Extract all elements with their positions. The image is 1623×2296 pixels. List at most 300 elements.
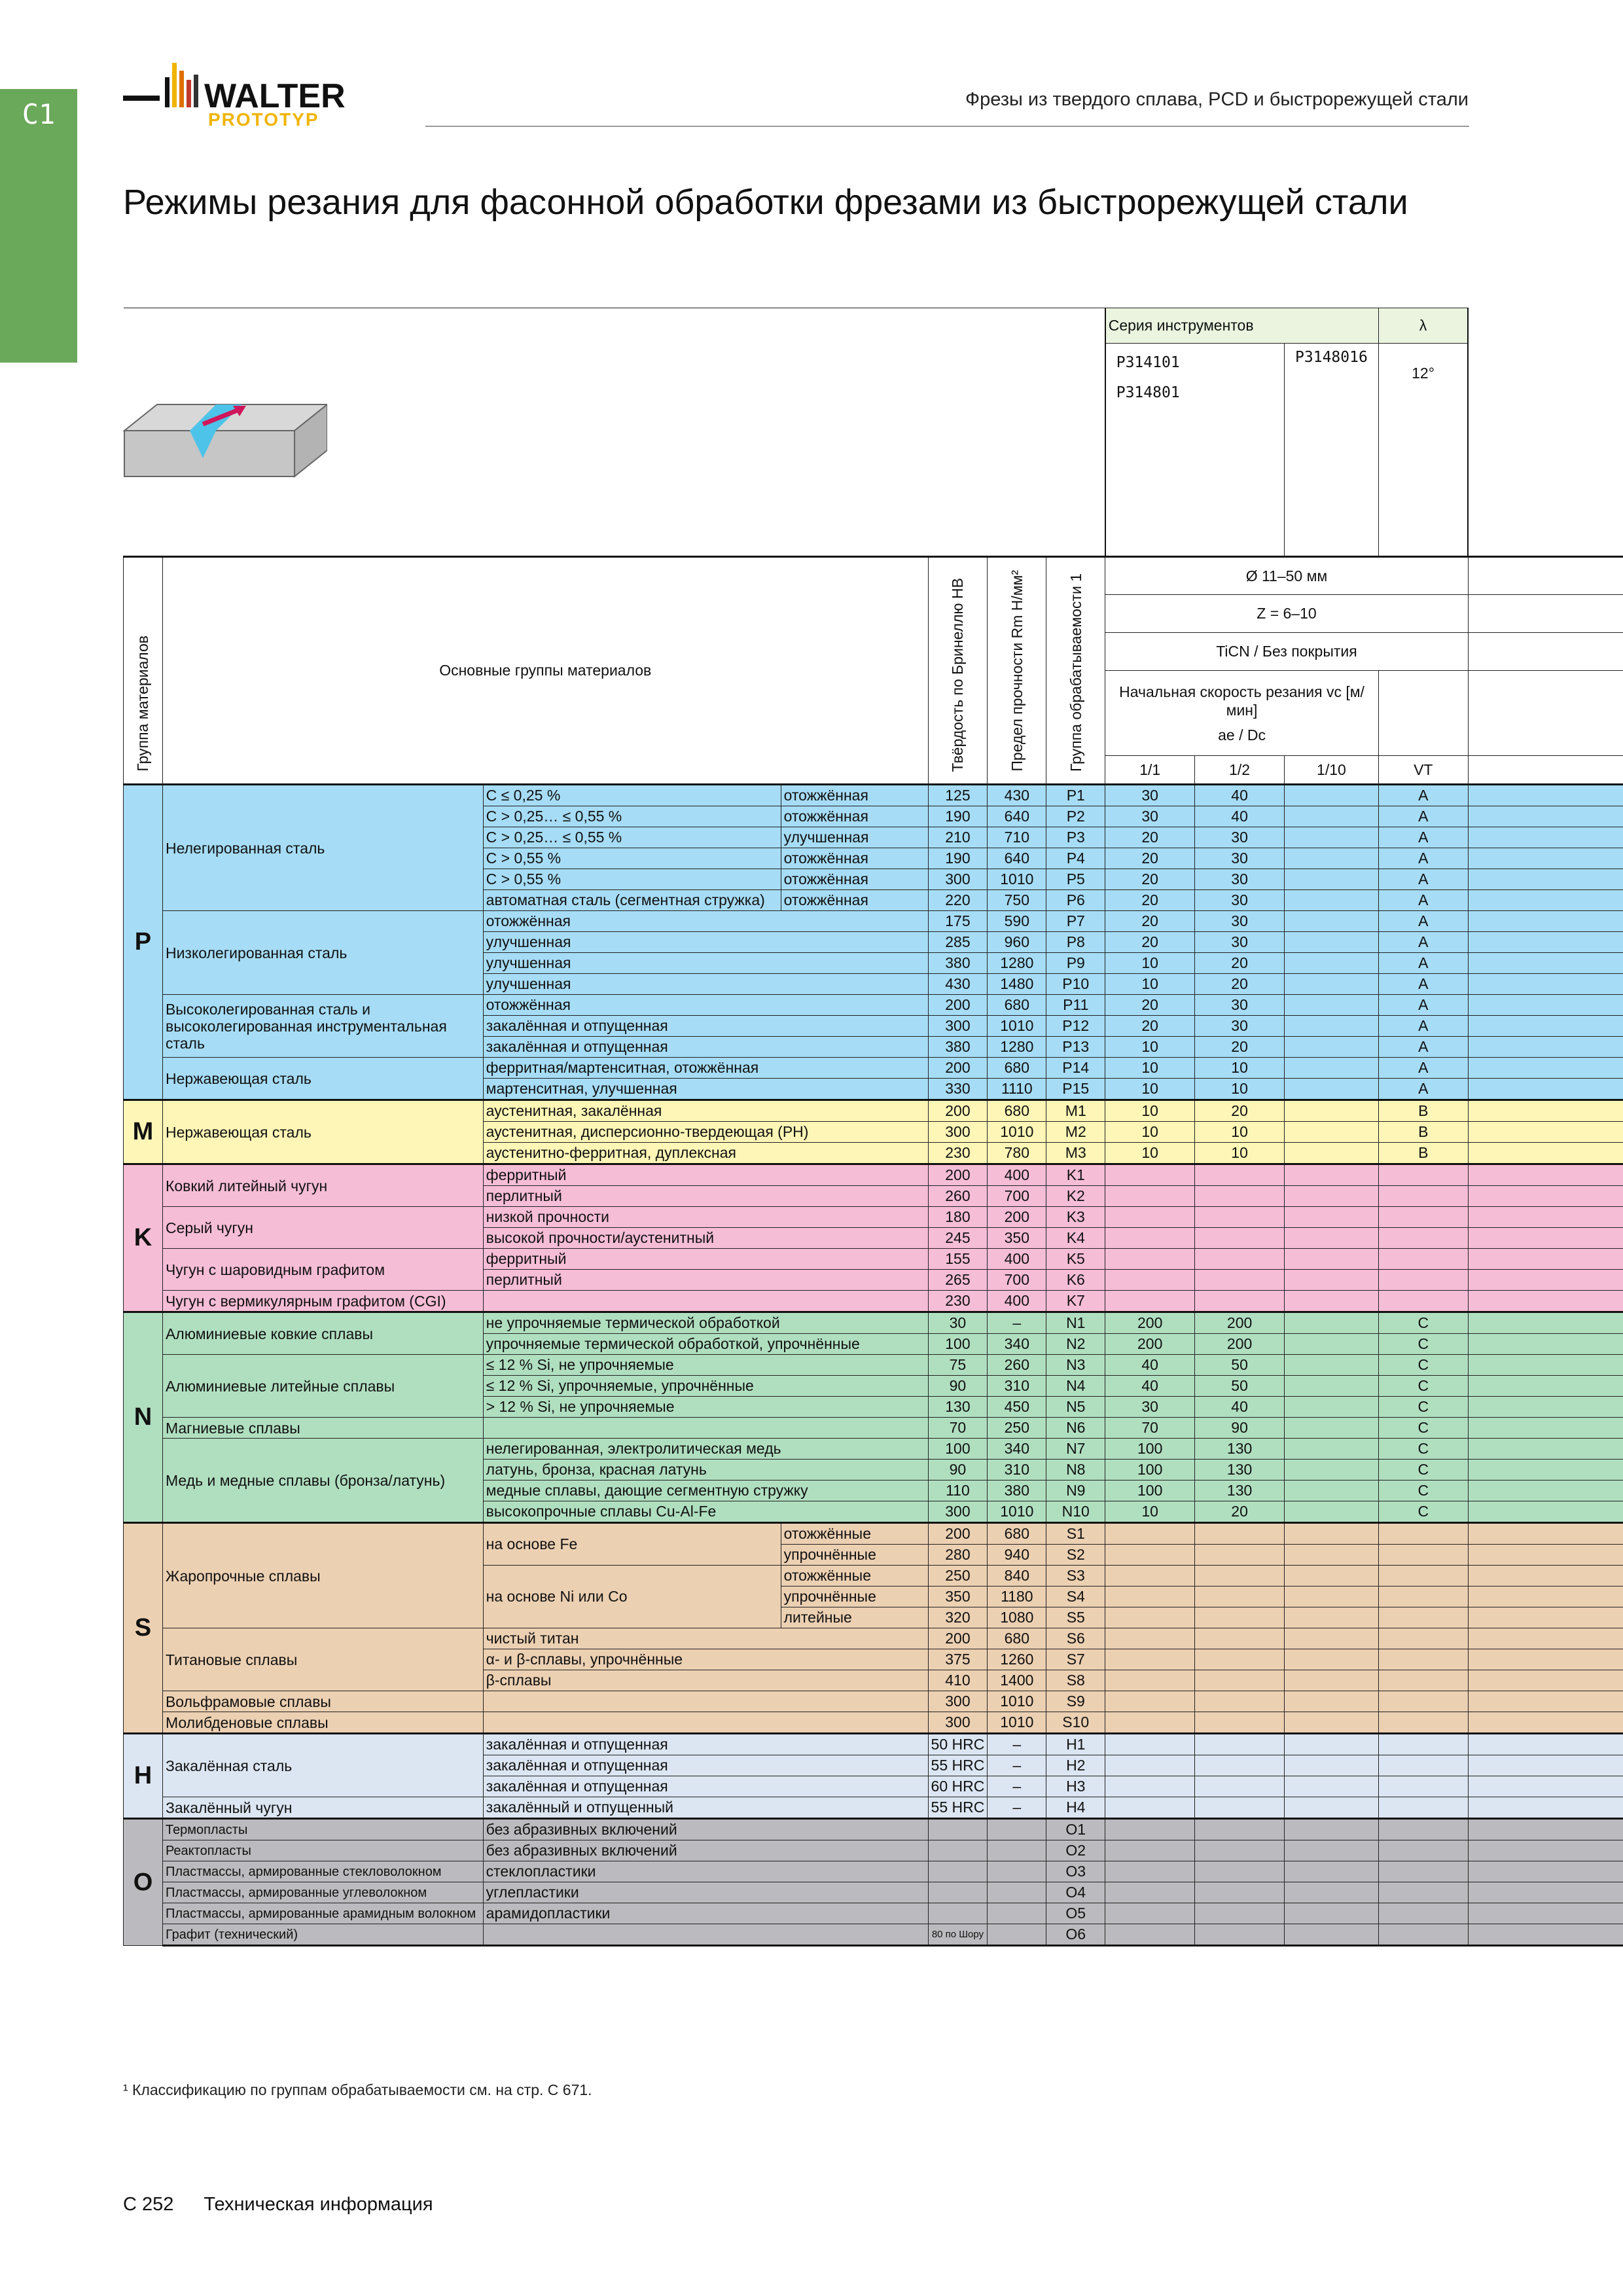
tensile-strength: 340 (988, 1439, 1046, 1460)
spare-column (1468, 1924, 1623, 1946)
tensile-strength: 1010 (988, 869, 1046, 890)
machinability-code: N2 (1046, 1334, 1105, 1355)
speed-vt: B (1378, 1122, 1468, 1143)
col-header-mach: Группа обрабатываемости 1 (1046, 557, 1105, 785)
material-sub: аустенитно-ферритная, дуплексная (483, 1143, 928, 1164)
hardness-hb: 260 (928, 1186, 988, 1207)
speed-1-2: 10 (1195, 1122, 1285, 1143)
speed-1-2: 30 (1195, 827, 1285, 848)
tensile-strength: 380 (988, 1480, 1046, 1501)
speed-1-2: 130 (1195, 1480, 1285, 1501)
machinability-code: P11 (1046, 995, 1105, 1016)
hardness-hb: 200 (928, 1164, 988, 1186)
spare-column (1468, 890, 1623, 911)
material-name: Нелегированная сталь (162, 785, 483, 911)
hardness-hb: 100 (928, 1334, 988, 1355)
speed-1-10 (1285, 869, 1379, 890)
machinability-code: K4 (1046, 1228, 1105, 1249)
speed-1-2 (1195, 1649, 1285, 1670)
hardness-hb: 300 (928, 1691, 988, 1712)
material-sub: ферритный (483, 1164, 928, 1186)
tensile-strength (988, 1819, 1046, 1840)
col-header-rm: Предел прочности Rm Н/мм² (988, 557, 1046, 785)
tensile-strength: 680 (988, 1628, 1046, 1649)
material-sub: латунь, бронза, красная латунь (483, 1460, 928, 1480)
speed-1-10 (1285, 1376, 1379, 1397)
spare-column (1468, 953, 1623, 974)
table-row (124, 1734, 1623, 1755)
speed-1-10 (1285, 1016, 1379, 1037)
hardness-hb (928, 1882, 988, 1903)
machinability-code: K7 (1046, 1291, 1105, 1312)
speed-vt (1378, 1819, 1468, 1840)
material-name: Закалённая сталь (162, 1734, 483, 1797)
speed-1-10 (1285, 1460, 1379, 1480)
spare-column (1468, 1776, 1623, 1797)
speed-1-2: 30 (1195, 848, 1285, 869)
material-sub (483, 1924, 928, 1946)
material-sub: медные сплавы, дающие сегментную стружку (483, 1480, 928, 1501)
speed-1-2 (1195, 1755, 1285, 1776)
tensile-strength: 640 (988, 806, 1046, 827)
speed-vt: A (1378, 848, 1468, 869)
hardness-hb (928, 1903, 988, 1924)
table-row (124, 1840, 1623, 1861)
speed-1-1 (1105, 1819, 1195, 1840)
speed-1-1 (1105, 1628, 1195, 1649)
speed-vt: A (1378, 932, 1468, 953)
machinability-code: O3 (1046, 1861, 1105, 1882)
machinability-code: N3 (1046, 1355, 1105, 1376)
speed-1-1: 20 (1105, 995, 1195, 1016)
material-name: Нержавеющая сталь (162, 1058, 483, 1100)
spare-column (1468, 1797, 1623, 1819)
speed-1-2: 20 (1195, 1100, 1285, 1122)
speed-1-1 (1105, 1545, 1195, 1566)
machinability-code: P7 (1046, 911, 1105, 932)
material-name: Вольфрамовые сплавы (162, 1691, 483, 1712)
speed-1-2 (1195, 1819, 1285, 1840)
material-sub: закалённый и отпущенный (483, 1797, 928, 1819)
speed-1-1 (1105, 1840, 1195, 1861)
material-sub: отожжённая (483, 911, 928, 932)
spare-column (1468, 1460, 1623, 1480)
spare-column (1468, 1882, 1623, 1903)
speed-1-2: 10 (1195, 1058, 1285, 1079)
speed-1-1: 10 (1105, 1501, 1195, 1523)
speed-1-1: 10 (1105, 953, 1195, 974)
speed-1-1 (1105, 1607, 1195, 1628)
speed-1-1: 30 (1105, 806, 1195, 827)
spare-column (1468, 1418, 1623, 1439)
speed-1-10 (1285, 1649, 1379, 1670)
tensile-strength: 400 (988, 1249, 1046, 1270)
header-title: Фрезы из твердого сплава, PCD и быстрорежущей стали (965, 89, 1469, 110)
hardness-hb: 190 (928, 806, 988, 827)
machinability-code: K6 (1046, 1270, 1105, 1291)
material-sub: улучшенная (483, 974, 928, 995)
speed-1-10 (1285, 995, 1379, 1016)
material-name: Магниевые сплавы (162, 1418, 483, 1439)
speed-label: Начальная скорость резания vc [м/мин] (1119, 683, 1364, 719)
speed-vt: A (1378, 1058, 1468, 1079)
speed-1-10 (1285, 806, 1379, 827)
speed-1-1 (1105, 1523, 1195, 1545)
material-condition: отожжённая (781, 890, 928, 911)
speed-1-1: 200 (1105, 1312, 1195, 1334)
speed-1-2 (1195, 1882, 1285, 1903)
speed-vt: C (1378, 1439, 1468, 1460)
hardness-hb: 125 (928, 785, 988, 806)
spare-column (1468, 1207, 1623, 1228)
hardness-hb: 200 (928, 1628, 988, 1649)
hardness-hb: 300 (928, 1016, 988, 1037)
speed-1-1: 100 (1105, 1439, 1195, 1460)
speed-1-10 (1285, 932, 1379, 953)
machinability-code: S1 (1046, 1523, 1105, 1545)
speed-1-1 (1105, 1755, 1195, 1776)
material-name: Закалённый чугун (162, 1797, 483, 1819)
speed-vt: A (1378, 869, 1468, 890)
speed-1-2 (1195, 1164, 1285, 1186)
material-name: Чугун с вермикулярным графитом (CGI) (162, 1291, 483, 1312)
material-name: Высоколегированная сталь и высоколегированная инструментальная сталь (162, 995, 483, 1058)
speed-1-10 (1285, 1628, 1379, 1649)
speed-vt (1378, 1861, 1468, 1882)
hardness-hb: 410 (928, 1670, 988, 1691)
speed-vt: A (1378, 1037, 1468, 1058)
hardness-hb: 110 (928, 1480, 988, 1501)
material-group: S (124, 1523, 163, 1734)
speed-1-1 (1105, 1649, 1195, 1670)
machinability-code: O5 (1046, 1903, 1105, 1924)
machinability-code: S8 (1046, 1670, 1105, 1691)
spare-column (1468, 1670, 1623, 1691)
tensile-strength (988, 1924, 1046, 1946)
speed-1-2 (1195, 1670, 1285, 1691)
speed-vt (1378, 1566, 1468, 1587)
spare-column (1468, 1079, 1623, 1100)
speed-vt: C (1378, 1418, 1468, 1439)
material-condition: улучшенная (781, 827, 928, 848)
spare-column (1468, 1501, 1623, 1523)
col-header-main: Основные группы материалов (162, 557, 928, 785)
speed-vt (1378, 1797, 1468, 1819)
speed-1-1: 10 (1105, 1037, 1195, 1058)
material-group: M (124, 1100, 163, 1164)
spare-column (1468, 869, 1623, 890)
material-sub: высокопрочные сплавы Cu-Al-Fe (483, 1501, 928, 1523)
speed-1-10 (1285, 1566, 1379, 1587)
speed-1-10 (1285, 1037, 1379, 1058)
hardness-hb: 230 (928, 1143, 988, 1164)
speed-1-2: 30 (1195, 995, 1285, 1016)
teeth-count: Z = 6–10 (1105, 595, 1468, 633)
speed-1-10 (1285, 1058, 1379, 1079)
material-sub: закалённая и отпущенная (483, 1016, 928, 1037)
spare-column (1468, 1355, 1623, 1376)
speed-1-1 (1105, 1691, 1195, 1712)
speed-vt: A (1378, 827, 1468, 848)
speed-1-10 (1285, 911, 1379, 932)
tensile-strength: 1260 (988, 1649, 1046, 1670)
tensile-strength (988, 1903, 1046, 1924)
table-row (124, 1523, 1623, 1545)
speed-vt: C (1378, 1480, 1468, 1501)
speed-1-10 (1285, 1734, 1379, 1755)
speed-1-10 (1285, 1334, 1379, 1355)
machinability-code: K3 (1046, 1207, 1105, 1228)
speed-vt: C (1378, 1312, 1468, 1334)
tensile-strength: 400 (988, 1291, 1046, 1312)
spare-column (1468, 1291, 1623, 1312)
speed-1-10 (1285, 785, 1379, 806)
tensile-strength: 1010 (988, 1691, 1046, 1712)
tensile-strength: 960 (988, 932, 1046, 953)
speed-1-2 (1195, 1628, 1285, 1649)
col-header-hb: Твёрдость по Бринеллю HB (928, 557, 988, 785)
speed-1-1: 20 (1105, 848, 1195, 869)
material-name: Реактопласты (162, 1840, 483, 1861)
speed-1-1 (1105, 1207, 1195, 1228)
ae-col-header: 1/1 (1105, 756, 1195, 785)
speed-vt (1378, 1207, 1468, 1228)
speed-1-1 (1105, 1249, 1195, 1270)
speed-vt (1378, 1228, 1468, 1249)
speed-vt (1378, 1186, 1468, 1207)
machinability-code: S2 (1046, 1545, 1105, 1566)
speed-1-2 (1195, 1903, 1285, 1924)
material-condition: отожжённая (781, 869, 928, 890)
machinability-code: S9 (1046, 1691, 1105, 1712)
speed-1-10 (1285, 1523, 1379, 1545)
hardness-hb: 155 (928, 1249, 988, 1270)
tensile-strength: 1010 (988, 1501, 1046, 1523)
hardness-hb (928, 1840, 988, 1861)
speed-1-1: 20 (1105, 911, 1195, 932)
tensile-strength: 710 (988, 827, 1046, 848)
spare-column (1468, 1249, 1623, 1270)
speed-vt: A (1378, 1016, 1468, 1037)
machinability-code: P12 (1046, 1016, 1105, 1037)
page-footer (123, 2194, 433, 2215)
speed-1-2: 40 (1195, 806, 1285, 827)
machinability-code: S5 (1046, 1607, 1105, 1628)
speed-vt (1378, 1545, 1468, 1566)
speed-1-2: 200 (1195, 1334, 1285, 1355)
spare-column (1468, 1545, 1623, 1566)
speed-1-2 (1195, 1861, 1285, 1882)
speed-1-2: 20 (1195, 1501, 1285, 1523)
speed-1-2: 30 (1195, 932, 1285, 953)
tensile-strength: 1280 (988, 953, 1046, 974)
speed-1-2 (1195, 1566, 1285, 1587)
machinability-code: O4 (1046, 1882, 1105, 1903)
tensile-strength: 1080 (988, 1607, 1046, 1628)
machinability-code: H1 (1046, 1734, 1105, 1755)
speed-1-1 (1105, 1903, 1195, 1924)
speed-1-2: 20 (1195, 974, 1285, 995)
speed-1-10 (1285, 890, 1379, 911)
hardness-hb: 90 (928, 1460, 988, 1480)
machinability-code: N8 (1046, 1460, 1105, 1480)
table-row (124, 1628, 1623, 1649)
hardness-hb: 100 (928, 1439, 988, 1460)
speed-1-2: 50 (1195, 1355, 1285, 1376)
material-sub: автоматная сталь (сегментная стружка) (483, 890, 781, 911)
material-sub (483, 1418, 928, 1439)
spare-column (1468, 1691, 1623, 1712)
speed-1-10 (1285, 1501, 1379, 1523)
speed-1-10 (1285, 848, 1379, 869)
table-row (124, 1861, 1623, 1882)
speed-1-10 (1285, 1439, 1379, 1460)
material-sub: улучшенная (483, 953, 928, 974)
speed-vt: A (1378, 785, 1468, 806)
speed-1-1: 10 (1105, 1100, 1195, 1122)
material-sub: на основе Ni или Co (483, 1566, 781, 1628)
speed-1-1 (1105, 1712, 1195, 1734)
material-sub: упрочняемые термической обработкой, упрочнённые (483, 1334, 928, 1355)
material-sub: C ≤ 0,25 % (483, 785, 781, 806)
speed-1-10 (1285, 1228, 1379, 1249)
speed-vt (1378, 1924, 1468, 1946)
speed-1-2 (1195, 1797, 1285, 1819)
speed-vt: C (1378, 1334, 1468, 1355)
speed-1-1 (1105, 1670, 1195, 1691)
hardness-hb: 285 (928, 932, 988, 953)
material-sub (483, 1691, 928, 1712)
spare-column (1468, 1164, 1623, 1186)
speed-1-1 (1105, 1291, 1195, 1312)
hardness-hb: 75 (928, 1355, 988, 1376)
material-group: O (124, 1819, 163, 1946)
chapter-tab-label: C1 (22, 98, 56, 130)
speed-vt: A (1378, 1079, 1468, 1100)
machinability-code: K5 (1046, 1249, 1105, 1270)
spare-column (1468, 1840, 1623, 1861)
speed-1-10 (1285, 1755, 1379, 1776)
material-sub: без абразивных включений (483, 1840, 928, 1861)
diameter-range: Ø 11–50 мм (1105, 557, 1468, 595)
coating: TiCN / Без покрытия (1105, 633, 1468, 671)
speed-vt: A (1378, 953, 1468, 974)
speed-vt: A (1378, 806, 1468, 827)
speed-1-10 (1285, 1924, 1379, 1946)
hardness-hb: 220 (928, 890, 988, 911)
material-sub: отожжённая (483, 995, 928, 1016)
ae-col-header: 1/10 (1285, 756, 1379, 785)
speed-1-1: 10 (1105, 1122, 1195, 1143)
material-group: H (124, 1734, 163, 1819)
speed-1-10 (1285, 827, 1379, 848)
hardness-hb: 430 (928, 974, 988, 995)
material-sub: улучшенная (483, 932, 928, 953)
logo-text-sub: PROTOTYP (208, 109, 319, 130)
hardness-hb: 80 по Шору (928, 1924, 988, 1946)
spare-column (1468, 1819, 1623, 1840)
machinability-code: P10 (1046, 974, 1105, 995)
hardness-hb: 130 (928, 1397, 988, 1418)
speed-1-2: 10 (1195, 1143, 1285, 1164)
speed-1-1 (1105, 1228, 1195, 1249)
spare-column (1468, 932, 1623, 953)
speed-1-2 (1195, 1776, 1285, 1797)
tensile-strength: 310 (988, 1376, 1046, 1397)
material-name: Ковкий литейный чугун (162, 1164, 483, 1207)
speed-1-1 (1105, 1797, 1195, 1819)
hardness-hb: 320 (928, 1607, 988, 1628)
speed-1-10 (1285, 1355, 1379, 1376)
machinability-code: N6 (1046, 1418, 1105, 1439)
table-row (124, 1903, 1623, 1924)
speed-1-10 (1285, 1903, 1379, 1924)
page-number: C 252 (123, 2194, 174, 2215)
speed-1-1: 20 (1105, 869, 1195, 890)
spare-column (1468, 1607, 1623, 1628)
material-sub: > 12 % Si, не упрочняемые (483, 1397, 928, 1418)
speed-1-2 (1195, 1712, 1285, 1734)
hardness-hb: 90 (928, 1376, 988, 1397)
table-row (124, 1439, 1623, 1460)
material-name: Алюминиевые литейные сплавы (162, 1355, 483, 1418)
speed-1-1: 30 (1105, 1397, 1195, 1418)
machinability-code: S6 (1046, 1628, 1105, 1649)
machinability-code: P14 (1046, 1058, 1105, 1079)
tensile-strength (988, 1882, 1046, 1903)
speed-1-10 (1285, 1670, 1379, 1691)
machinability-code: N7 (1046, 1439, 1105, 1460)
speed-1-10 (1285, 1164, 1379, 1186)
speed-1-2: 30 (1195, 890, 1285, 911)
tensile-strength: 1110 (988, 1079, 1046, 1100)
material-sub: чистый титан (483, 1628, 928, 1649)
hardness-hb: 380 (928, 953, 988, 974)
material-sub: мартенситная, улучшенная (483, 1079, 928, 1100)
ae-col-header: VT (1378, 756, 1468, 785)
speed-1-2 (1195, 1249, 1285, 1270)
speed-1-10 (1285, 1079, 1379, 1100)
material-sub: не упрочняемые термической обработкой (483, 1312, 928, 1334)
series-label: Серия инструментов (1105, 308, 1379, 344)
machinability-code: N5 (1046, 1397, 1105, 1418)
machinability-code: H4 (1046, 1797, 1105, 1819)
material-group: N (124, 1312, 163, 1523)
material-name: Чугун с шаровидным графитом (162, 1249, 483, 1291)
speed-1-2: 130 (1195, 1460, 1285, 1480)
hardness-hb: 350 (928, 1587, 988, 1607)
hardness-hb: 300 (928, 1501, 988, 1523)
table-row (124, 1797, 1623, 1819)
spare-column (1468, 1334, 1623, 1355)
table-row (124, 1058, 1623, 1079)
speed-1-2: 40 (1195, 785, 1285, 806)
material-sub: стеклопластики (483, 1861, 928, 1882)
spare-column (1468, 1100, 1623, 1122)
speed-vt: A (1378, 890, 1468, 911)
material-sub: нелегированная, электролитическая медь (483, 1439, 928, 1460)
speed-1-10 (1285, 1819, 1379, 1840)
hardness-hb: 250 (928, 1566, 988, 1587)
spare-column (1468, 1903, 1623, 1924)
material-sub (483, 1712, 928, 1734)
material-sub: C > 0,55 % (483, 869, 781, 890)
table-row (124, 1207, 1623, 1228)
material-group: P (124, 785, 163, 1100)
speed-1-2: 20 (1195, 1037, 1285, 1058)
spare-column (1468, 1186, 1623, 1207)
speed-1-1: 10 (1105, 974, 1195, 995)
